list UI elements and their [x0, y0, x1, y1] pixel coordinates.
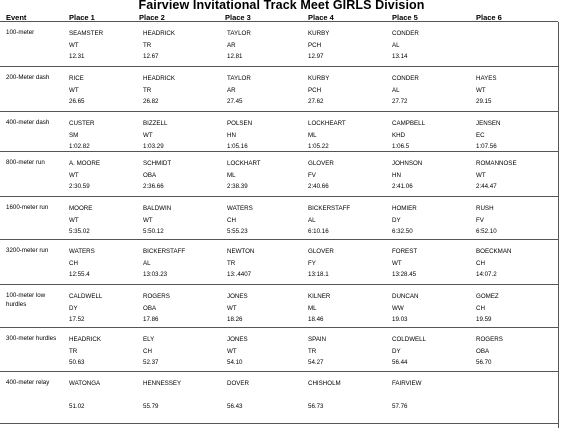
- result-time: 2:40.66: [308, 183, 329, 190]
- event-name: 200-Meter dash: [6, 74, 50, 81]
- result-name: GOMEZ: [476, 293, 499, 300]
- event-name: 1600-meter run: [6, 204, 49, 211]
- result-time: 17.86: [143, 316, 159, 323]
- result-name: LOCKHART: [227, 160, 261, 167]
- result-name: KILNER: [308, 293, 331, 300]
- result-time: 5:35.02: [69, 228, 90, 235]
- result-time: 19.59: [476, 316, 492, 323]
- result-time: 12.31: [69, 53, 85, 60]
- result-time: 19.03: [392, 316, 408, 323]
- result-name: ROMANNOSE: [476, 160, 517, 167]
- result-time: 12.67: [143, 53, 159, 60]
- result-school: WT: [69, 217, 79, 224]
- result-school: TR: [308, 348, 317, 355]
- result-school: WT: [69, 42, 79, 49]
- result-school: ML: [227, 172, 236, 179]
- result-name: KURBY: [308, 75, 330, 82]
- result-school: HN: [227, 132, 236, 139]
- result-time: 50.63: [69, 359, 85, 366]
- result-school: CH: [143, 348, 152, 355]
- result-name: JONES: [227, 336, 248, 343]
- row-divider: [0, 66, 558, 67]
- result-school: WT: [392, 260, 402, 267]
- result-time: 52.37: [143, 359, 159, 366]
- result-name: FAIRVIEW: [392, 380, 422, 387]
- result-time: 12:55.4: [69, 271, 90, 278]
- result-name: ROGERS: [143, 293, 170, 300]
- result-time: 13:28.45: [392, 271, 417, 278]
- result-time: 54.10: [227, 359, 243, 366]
- result-time: 26.82: [143, 98, 159, 105]
- row-divider: [0, 111, 558, 112]
- result-time: 56.70: [476, 359, 492, 366]
- result-school: WT: [69, 87, 79, 94]
- result-time: 55.79: [143, 403, 159, 410]
- result-time: 17.52: [69, 316, 85, 323]
- header-place-5: Place 5: [392, 13, 418, 22]
- result-time: 51.02: [69, 403, 85, 410]
- header-place-4: Place 4: [308, 13, 334, 22]
- result-name: HEADRICK: [143, 75, 175, 82]
- result-name: RUSH: [476, 205, 494, 212]
- result-school: TR: [69, 348, 78, 355]
- result-school: KHD: [392, 132, 406, 139]
- result-school: AL: [392, 42, 400, 49]
- result-time: 1:07.56: [476, 143, 497, 150]
- result-school: OBA: [143, 172, 157, 179]
- result-name: TAYLOR: [227, 75, 251, 82]
- result-school: HN: [392, 172, 401, 179]
- result-school: AR: [227, 42, 236, 49]
- header-place-1: Place 1: [69, 13, 95, 22]
- result-name: CHISHOLM: [308, 380, 341, 387]
- result-school: ML: [308, 305, 317, 312]
- header-rule: [0, 21, 558, 22]
- result-name: CONDER: [392, 75, 419, 82]
- result-name: JENSEN: [476, 120, 501, 127]
- result-school: TR: [143, 87, 152, 94]
- result-school: EC: [476, 132, 485, 139]
- result-time: 2:36.66: [143, 183, 164, 190]
- result-school: WT: [227, 305, 237, 312]
- result-school: DY: [392, 217, 401, 224]
- result-name: CAMPBELL: [392, 120, 426, 127]
- result-name: KURBY: [308, 30, 330, 37]
- result-time: 27.72: [392, 98, 408, 105]
- result-name: RICE: [69, 75, 84, 82]
- event-name: 100-meter low hurdles: [6, 292, 46, 308]
- result-name: MOORE: [69, 205, 93, 212]
- table-right-border: [558, 22, 559, 428]
- result-school: TR: [227, 260, 236, 267]
- result-time: 29.15: [476, 98, 492, 105]
- row-divider: [0, 239, 558, 240]
- result-name: BICKERSTAFF: [143, 248, 186, 255]
- result-name: COLDWELL: [392, 336, 427, 343]
- row-divider: [0, 284, 558, 285]
- result-time: 1:02.82: [69, 143, 90, 150]
- row-divider: [0, 196, 558, 197]
- result-name: JOHNSON: [392, 160, 423, 167]
- result-name: WATERS: [69, 248, 95, 255]
- result-name: WATERS: [227, 205, 253, 212]
- result-name: ELY: [143, 336, 155, 343]
- result-name: GLOVER: [308, 248, 334, 255]
- result-school: PCH: [308, 42, 322, 49]
- result-school: DY: [392, 348, 401, 355]
- result-school: CH: [476, 305, 485, 312]
- event-name: 3200-meter run: [6, 247, 49, 254]
- result-time: 6:52.10: [476, 228, 497, 235]
- header-place-6: Place 6: [476, 13, 502, 22]
- result-school: FV: [308, 172, 316, 179]
- row-divider: [0, 327, 558, 328]
- event-name: 800-meter run: [6, 159, 45, 166]
- result-time: 5:55.23: [227, 228, 248, 235]
- result-time: 27.45: [227, 98, 243, 105]
- result-time: 2:44.47: [476, 183, 497, 190]
- result-time: 57.76: [392, 403, 408, 410]
- event-name: 300-meter hurdles: [6, 335, 57, 342]
- event-name: 100-meter: [6, 29, 35, 36]
- result-school: WT: [476, 172, 486, 179]
- result-time: 13:18.1: [308, 271, 329, 278]
- result-name: CUSTER: [69, 120, 95, 127]
- header-event: Event: [6, 13, 27, 22]
- result-school: WT: [476, 87, 486, 94]
- result-school: WW: [392, 305, 404, 312]
- row-divider: [0, 151, 558, 152]
- result-time: 1:05.22: [308, 143, 329, 150]
- result-name: DUNCAN: [392, 293, 419, 300]
- result-name: DOVER: [227, 380, 250, 387]
- result-school: FV: [476, 217, 484, 224]
- result-school: WT: [143, 217, 153, 224]
- result-time: 2:30.59: [69, 183, 90, 190]
- result-school: AL: [392, 87, 400, 94]
- result-school: AR: [227, 87, 236, 94]
- result-school: OBA: [476, 348, 490, 355]
- event-name: 400-meter relay: [6, 379, 50, 386]
- result-time: 6:32.50: [392, 228, 413, 235]
- result-time: 56.43: [227, 403, 243, 410]
- result-name: SEAMSTER: [69, 30, 104, 37]
- result-time: 1:05.16: [227, 143, 248, 150]
- result-school: CH: [476, 260, 485, 267]
- result-school: SM: [69, 132, 79, 139]
- page-title: Fairview Invitational Track Meet GIRLS Division: [138, 0, 425, 12]
- header-place-3: Place 3: [225, 13, 251, 22]
- result-name: SCHMIDT: [143, 160, 172, 167]
- result-school: AL: [143, 260, 151, 267]
- result-time: 18.46: [308, 316, 324, 323]
- result-school: OBA: [143, 305, 157, 312]
- result-time: 2:38.39: [227, 183, 248, 190]
- result-school: FY: [308, 260, 316, 267]
- result-name: HEADRICK: [69, 336, 101, 343]
- result-school: CH: [69, 260, 78, 267]
- result-name: HEADRICK: [143, 30, 175, 37]
- result-name: BOECKMAN: [476, 248, 512, 255]
- result-time: 27.62: [308, 98, 324, 105]
- result-time: 13.14: [392, 53, 408, 60]
- result-name: TAYLOR: [227, 30, 251, 37]
- result-name: POLSEN: [227, 120, 253, 127]
- result-time: 12.97: [308, 53, 324, 60]
- result-name: BIZZELL: [143, 120, 168, 127]
- result-name: BALDWIN: [143, 205, 172, 212]
- result-time: 1:03.29: [143, 143, 164, 150]
- result-time: 54.27: [308, 359, 324, 366]
- result-time: 5:50.12: [143, 228, 164, 235]
- result-school: AL: [308, 217, 316, 224]
- result-school: PCH: [308, 87, 322, 94]
- row-divider: [0, 423, 558, 424]
- event-name: 400-meter dash: [6, 119, 50, 126]
- result-name: LOCKHEART: [308, 120, 346, 127]
- result-name: CONDER: [392, 30, 419, 37]
- result-school: WT: [143, 132, 153, 139]
- result-time: 56.44: [392, 359, 408, 366]
- result-name: JONES: [227, 293, 248, 300]
- result-name: NEWTON: [227, 248, 255, 255]
- result-name: HOMIER: [392, 205, 417, 212]
- result-name: ROGERS: [476, 336, 503, 343]
- result-school: CH: [227, 217, 236, 224]
- result-school: TR: [143, 42, 152, 49]
- result-name: CALDWELL: [69, 293, 103, 300]
- result-name: A. MOORE: [69, 160, 100, 167]
- result-name: FOREST: [392, 248, 418, 255]
- result-school: WT: [227, 348, 237, 355]
- result-name: HAYES: [476, 75, 497, 82]
- result-time: 6:10.16: [308, 228, 329, 235]
- result-time: 2:41.06: [392, 183, 413, 190]
- result-name: SPAIN: [308, 336, 327, 343]
- result-school: WT: [69, 172, 79, 179]
- row-divider: [0, 371, 558, 372]
- result-time: 56.73: [308, 403, 324, 410]
- result-time: 12.81: [227, 53, 243, 60]
- result-name: GLOVER: [308, 160, 334, 167]
- result-school: ML: [308, 132, 317, 139]
- result-time: 1:06.5: [392, 143, 410, 150]
- result-name: BICKERSTAFF: [308, 205, 351, 212]
- result-time: 18.26: [227, 316, 243, 323]
- result-time: 13:.4407: [227, 271, 252, 278]
- result-name: WATONGA: [69, 380, 101, 387]
- result-time: 14:07.2: [476, 271, 497, 278]
- result-time: 26.65: [69, 98, 85, 105]
- result-time: 13:03.23: [143, 271, 168, 278]
- result-name: HENNESSEY: [143, 380, 182, 387]
- header-place-2: Place 2: [139, 13, 165, 22]
- result-school: DY: [69, 305, 78, 312]
